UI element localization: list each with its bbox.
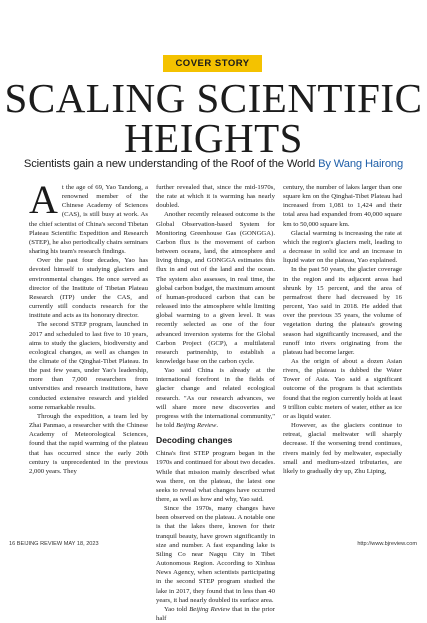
paragraph: further revealed that, since the mid-1970s, the rate at which it is warming has nearly doubled.: [156, 184, 275, 210]
paragraph: Glacial warming is increasing the rate at which the region's glaciers melt, leading to a decrease in solid ice and an increase in liquid water on the plateau, Yao explained.: [283, 229, 402, 265]
paragraph-text: that in the prior half: [156, 605, 275, 623]
subtitle: [10, 158, 417, 170]
article-column-1: [29, 177, 148, 476]
paragraph: China's first STEP program began in the 1970s and continued for about two decades. While that mission mainly described what was there, on the plateau, the latest one seeks to reveal what changes have occurred there, as well as how and why, Yao said.: [156, 450, 275, 503]
paragraph: In the past 50 years, the glacier coverage in the region and its adjacent areas had shrunk by 15 percent, and the area of permafrost there had decreased by 16 percent, Yao said in 2018. He added that over the previous 35 years, the volume of vegetation during the plateau's growing season had significantly increased, and the runoff into rivers originating from the plateau had become larger.: [283, 266, 402, 356]
publication-name: Beijing Review: [189, 605, 230, 613]
paragraph-text: Yao told: [164, 605, 190, 613]
article-column-3: [283, 183, 402, 476]
headline-line-1: SCALING SCIENTIFIC: [4, 75, 423, 121]
section-tag: COVER STORY: [163, 55, 262, 72]
article-column-2: [156, 183, 275, 623]
paragraph: [156, 605, 275, 623]
paragraph: The second STEP program, launched in 2017 and scheduled to last five to 10 years, aims to study the glaciers, biodiversity and ecological changes, as well as changes in the climate of the Qinghai-Tibet Plateau. In the past few years, under Yao's leadership, more than 7,000 researchers from universities and research institutions, have conducted extensive research and yielded some remarkable results.: [29, 321, 148, 411]
author-byline: By Wang Hairong: [318, 158, 404, 170]
section-heading: Decoding changes: [156, 435, 233, 446]
paragraph-text: .: [216, 422, 219, 430]
subtitle-text: Scientists gain a new understanding of the Roof of the World: [23, 158, 316, 170]
page-footer-url: http://www.bjreview.com: [357, 541, 417, 547]
paragraph: Since the 1970s, many changes have been observed on the plateau. A notable one is that the lakes there, known for their tranquil beauty, have grown significantly in size and number. A fast expanding lake is Siling Co near Nagqu City in Tibet Autonomous Region. According to Xinhua News Agency, when scientists participating in the second STEP program studied the lake in 2017, they found that in less than 40 years, it had nearly doubled its surface area.: [156, 505, 275, 604]
headline-line-2: HEIGHTS: [124, 115, 303, 161]
paragraph: As the origin of about a dozen Asian rivers, the plateau is dubbed the Water Tower of Asia. Yao said a significant outcome of the program is that scientists found that the region currently holds at least 9 trillion cubic meters of water, either as ice or as liquid water.: [283, 357, 402, 420]
paragraph: However, as the glaciers continue to retreat, glacial meltwater will sharply decrease. If the worsening trend continues, rivers mainly fed by meltwater, especially small and medium-sized tributaries, are likely to gradually dry up, Zhu Liping,: [283, 422, 402, 475]
paragraph: [29, 177, 148, 256]
paragraph-text: t the age of 69, Yao Tandong, a renowned member of the Chinese Academy of Sciences (CAS), is still busy at work. As the chief scientist of China's second Tibetan Plateau Scientific Expedition and Research (STEP), he also periodically chairs seminars sharing his team's research findings.: [29, 184, 148, 256]
publication-name: Beijing Review: [176, 422, 217, 430]
drop-cap: A: [29, 177, 58, 222]
paragraph: century, the number of lakes larger than one square km on the Qinghai-Tibet Plateau had increased from 1,081 to 1,424 and their total area had expanded from 40,000 square km to 50,000 square km.: [283, 184, 402, 228]
paragraph: Over the past four decades, Yao has devoted himself to studying glaciers and environmental changes. He once served as director of the Institute of Tibetan Plateau Research (ITP) under the CAS, and currently still conducts research for the institute and acts as its honorary director.: [29, 257, 148, 320]
page-footer-folio: 16 BEIJING REVIEW MAY 18, 2023: [9, 541, 99, 547]
paragraph: Another recently released outcome is the Global Observation-based System for Monitoring Greenhouse Gas (GONGGA). Carbon flux is the movement of carbon between oceans, land, the atmosphere and living things, and GONGGA estimates this flux in and out of the land and the ocean. The system also assesses, in real time, the global carbon budget, the maximum amount of human-produced carbon that can be released into the atmosphere while limiting global warming to a given level. It was recently selected as one of the four advanced inversion systems for the Global Carbon Project (GCP), a multilateral research partnership, to establish a knowledge base on the carbon cycle.: [156, 211, 275, 365]
paragraph: [156, 366, 275, 430]
paragraph: Through the expedition, a team led by Zhai Panmao, a researcher with the Chinese Academy of Meteorological Sciences, found that the rapid warming of the plateau that has occurred since the early 20th century is unprecedented in the previous 2,000 years. They: [29, 412, 148, 475]
paragraph-text: Yao said China is already at the international forefront in the fields of glacier change and related ecological research. "As our research advances, we will share more new discoveries and progress with the international community," he told: [156, 367, 275, 430]
